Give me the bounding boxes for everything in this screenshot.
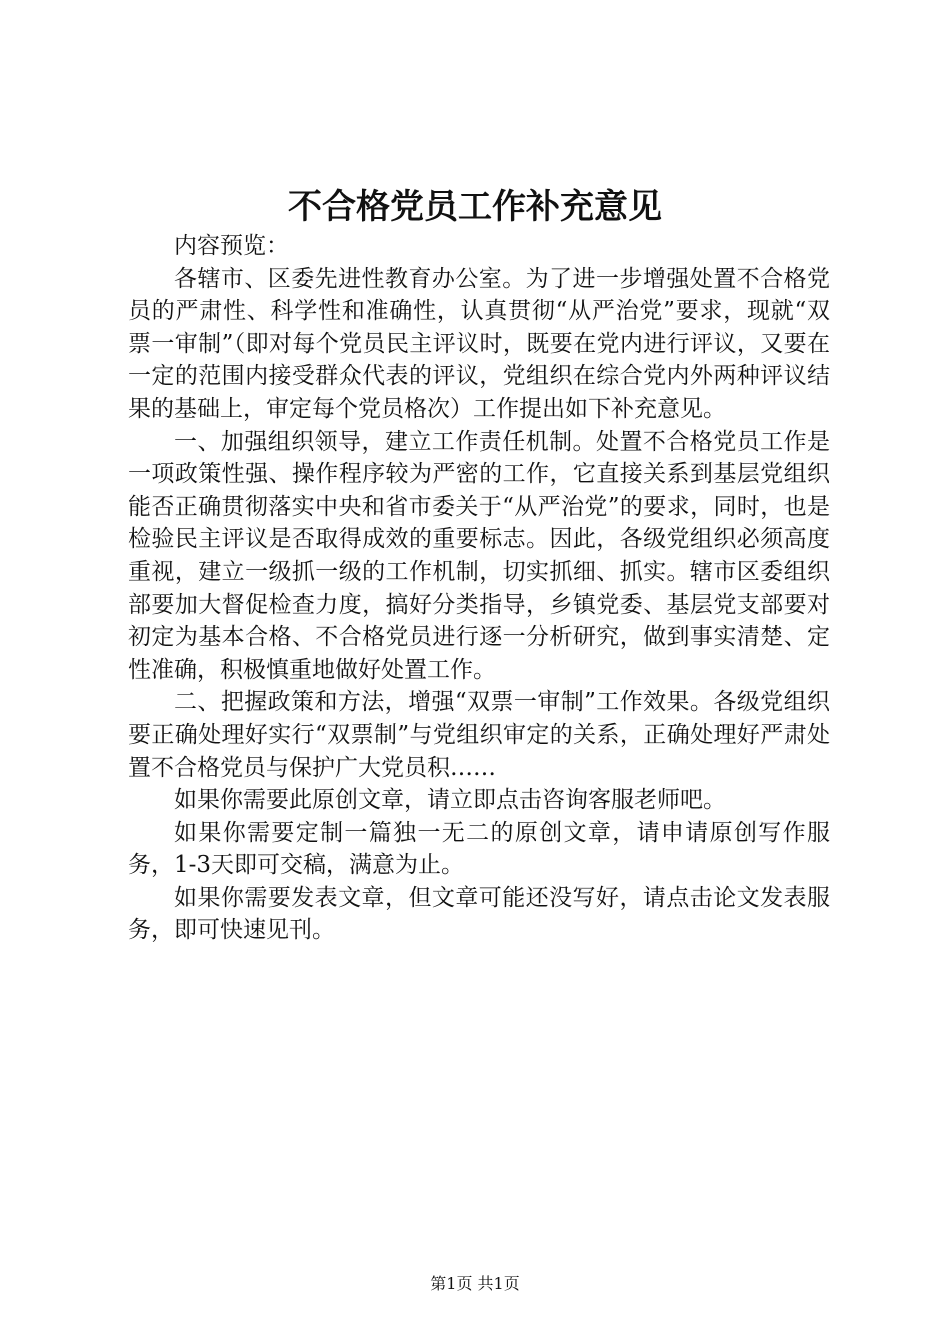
page-number-footer: 第1页 共1页: [430, 1274, 520, 1293]
document-title: 不合格党员工作补充意见: [288, 187, 662, 227]
paragraph-consult-note: 如果你需要此原创文章，请立即点击咨询客服老师吧。: [174, 787, 726, 814]
paragraph-custom-writing-note: 如果你需要定制一篇独一无二的原创文章，请申请原创写作服务，1-3天即可交稿，满意为止。: [128, 819, 830, 879]
paragraph-section-2: 二、把握政策和方法，增强“双票一审制”工作效果。各级党组织要正确处理好实行“双票制”与党组织审定的关系，正确处理好严肃处置不合格党员与保护广大党员积……: [128, 689, 830, 781]
paragraph-publish-note: 如果你需要发表文章，但文章可能还没写好，请点击论文发表服务，即可快速见刊。: [128, 884, 830, 944]
paragraph-intro: 各辖市、区委先进性教育办公室。为了进一步增强处置不合格党员的严肃性、科学性和准确性，认真贯彻“从严治党”要求，现就“双票一审制”（即对每个党员民主评议时，既要在党内进行评议，又要在一定的范围内接受群众代表的评议，党组织在综合党内外两种评议结果的基础上，审定每个党员格次）工作提出如下补充意见。: [128, 265, 830, 422]
preview-label: 内容预览：: [174, 233, 289, 259]
paragraph-section-1: 一、加强组织领导，建立工作责任机制。处置不合格党员工作是一项政策性强、操作程序较为严密的工作，它直接关系到基层党组织能否正确贯彻落实中央和省市委关于“从严治党”的要求，同时，也是检验民主评议是否取得成效的重要标志。因此，各级党组织必须高度重视，建立一级抓一级的工作机制，切实抓细、抓实。辖市区委组织部要加大督促检查力度，搞好分类指导，乡镇党委、基层党支部要对初定为基本合格、不合格党员进行逐一分析研究，做到事实清楚、定性准确，积极慎重地做好处置工作。: [128, 428, 830, 683]
document-body: [128, 230, 830, 947]
